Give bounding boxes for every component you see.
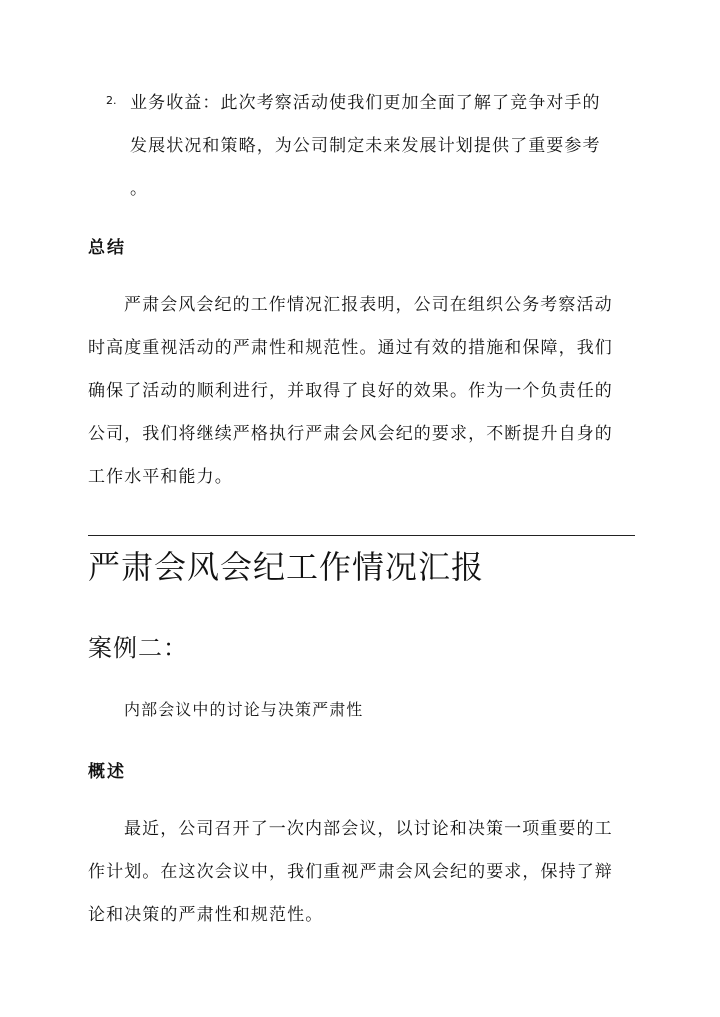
list-item-line-2: 发展状况和策略，为公司制定未来发展计划提供了重要参考: [130, 136, 601, 156]
overview-heading: 概述: [88, 762, 126, 782]
overview-line-2: 作计划。在这次会议中，我们重视严肃会风会纪的要求，保持了辩: [88, 862, 613, 882]
summary-line-5: 工作水平和能力。: [88, 467, 233, 487]
overview-line-1: 最近，公司召开了一次内部会议，以讨论和决策一项重要的工: [124, 819, 613, 839]
section-divider: [88, 535, 635, 536]
summary-line-1: 严肃会风会纪的工作情况汇报表明，公司在组织公务考察活动: [124, 295, 613, 315]
list-item-line-3: 。: [130, 179, 149, 199]
case-subtitle: 内部会议中的讨论与决策严肃性: [124, 700, 364, 719]
summary-line-4: 公司，我们将继续严格执行严肃会风会纪的要求，不断提升自身的: [88, 424, 613, 444]
summary-heading: 总结: [88, 238, 126, 258]
section-title: 严肃会风会纪工作情况汇报: [88, 548, 485, 586]
list-number: 2.: [106, 94, 117, 107]
overview-line-3: 论和决策的严肃性和规范性。: [88, 905, 324, 925]
list-item-line-1: 业务收益：此次考察活动使我们更加全面了解了竞争对手的: [130, 93, 601, 113]
case-title: 案例二：: [88, 634, 188, 662]
summary-line-2: 时高度重视活动的严肃性和规范性。通过有效的措施和保障，我们: [88, 338, 613, 358]
summary-line-3: 确保了活动的顺利进行，并取得了良好的效果。作为一个负责任的: [88, 381, 613, 401]
